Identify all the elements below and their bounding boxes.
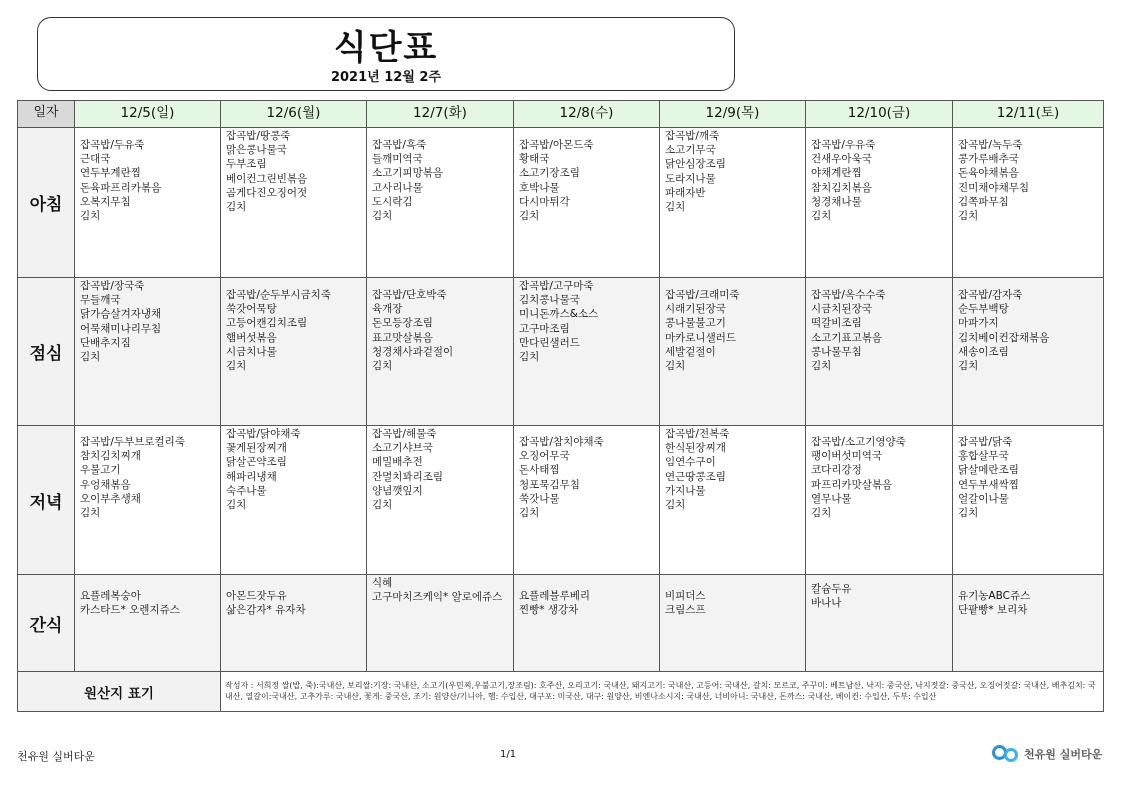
menu-cell (367, 128, 514, 278)
menu-items: 잡곡밥/단호박죽 육개장 돈모등장조림 표고맛살볶음 청경채사과겉절이 김치 (372, 289, 454, 373)
menu-items: 잡곡밥/흑죽 들깨미역국 소고기피망볶음 고사리나물 도시락김 김치 (372, 139, 444, 223)
logo-icon (992, 744, 1022, 764)
menu-cell (660, 128, 806, 278)
menu-cell (514, 128, 660, 278)
day-header: 12/10(금) (806, 101, 953, 128)
lunch-row (18, 278, 1104, 426)
menu-cell (221, 426, 367, 575)
menu-items: 칼슘두유 바나나 (811, 583, 852, 610)
menu-cell (75, 128, 221, 278)
day-header: 12/7(화) (367, 101, 514, 128)
breakfast-row (18, 128, 1104, 278)
menu-items: 잡곡밥/해물죽 소고기샤브국 메밀배추전 잔멸치꽈리조림 양념깻잎지 김치 (372, 428, 444, 512)
menu-cell (953, 426, 1104, 575)
header-row (18, 101, 1104, 128)
menu-items: 잡곡밥/고구마죽 김치콩나물국 미니돈까스&소스 고구마조림 만다린샐러드 김치 (519, 280, 599, 364)
menu-cell (806, 278, 953, 426)
menu-items: 잡곡밥/녹두죽 콩가루배추국 돈육야채볶음 진미채야채무침 김쪽파무침 김치 (958, 139, 1030, 223)
menu-items: 잡곡밥/옥수수죽 시금치된장국 떡갈비조림 소고기표고볶음 콩나물무침 김치 (811, 289, 886, 373)
menu-cell (75, 426, 221, 575)
menu-cell (660, 278, 806, 426)
menu-items: 잡곡밥/두부브로컬리죽 참치김치찌개 우불고기 우엉채볶음 오이부추생채 김치 (80, 436, 185, 520)
meal-label-lunch: 점심 (18, 278, 75, 426)
page-number: 1/1 (500, 749, 517, 760)
day-header: 12/5(일) (75, 101, 221, 128)
menu-items: 요플레블루베리 찐빵* 생강차 (519, 590, 591, 617)
origin-text: 작성자 : 서희정 쌀(밥, 죽):국내산, 보리쌀:기장: 국내산, 소고기(우민찌,우불고기,장조림): 호주산, 오리고기: 국내산, 돼지고기: 국내산, 고등어: 국내산, 갈치: 모르코, 주꾸미: 베트남산, 낙지: 중국산, 낙지젓갈: 중국산, 오징어젓갈: 국내산, 배추김치: 국내산, 열갈이:국내산, 고추가루: 국내산, 꽃게: 중국산, 조기: 원양산/기니아, 햄: 수입산, 대구포: 미국산, 대구: 원양산, 비엔나소시지: 국내산, 너비아니: 국내산, 돈까스: 국내산, 베이컨: 수입산, 두부: 수입산 (221, 672, 1104, 712)
menu-cell (660, 575, 806, 672)
meal-label-snack: 간식 (18, 575, 75, 672)
origin-row (18, 672, 1104, 712)
meal-label-dinner: 저녁 (18, 426, 75, 575)
menu-cell (514, 426, 660, 575)
meal-label-breakfast: 아침 (18, 128, 75, 278)
page-subtitle: 2021년 12월 2주 (330, 70, 442, 85)
menu-items: 잡곡밥/두유죽 근대국 연두부계란찜 돈육파프리카볶음 오복지무침 김치 (80, 139, 162, 223)
menu-items: 잡곡밥/소고기영양죽 팽이버섯미역국 코다리강정 파프리카맛살볶음 열무나물 김치 (811, 436, 906, 520)
origin-label: 원산지 표기 (18, 672, 221, 712)
dinner-row (18, 426, 1104, 575)
menu-items: 잡곡밥/장국죽 무들깨국 닭가슴살겨자냉채 어묵채미나리무침 단배추지짐 김치 (80, 280, 162, 364)
day-header: 12/11(토) (953, 101, 1104, 128)
menu-items: 잡곡밥/우유죽 건새우아욱국 야채계란찜 참치김치볶음 청경채나물 김치 (811, 139, 876, 223)
snack-row (18, 575, 1104, 672)
menu-cell (367, 278, 514, 426)
menu-items: 잡곡밥/크래미죽 시래기된장국 콩나물불고기 마카로니샐러드 세발겉절이 김치 (665, 289, 740, 373)
menu-cell (75, 575, 221, 672)
menu-items: 잡곡밥/아몬드죽 황태국 소고기장조림 호박나물 다시마튀각 김치 (519, 139, 594, 223)
day-header: 12/9(목) (660, 101, 806, 128)
menu-items: 아몬드잣두유 삶은감자* 유자차 (226, 590, 306, 617)
menu-cell (75, 278, 221, 426)
menu-cell (953, 575, 1104, 672)
menu-items: 잡곡밥/전복죽 한식된장찌개 임연수구이 연근땅콩조림 가지나물 김치 (665, 428, 730, 512)
title-box (37, 17, 735, 91)
menu-cell (367, 575, 514, 672)
menu-cell (806, 128, 953, 278)
menu-cell (953, 278, 1104, 426)
menu-cell (806, 575, 953, 672)
day-header: 12/8(수) (514, 101, 660, 128)
date-header-label: 일자 (18, 101, 75, 128)
menu-cell (953, 128, 1104, 278)
page-title: 식단표 (333, 28, 439, 68)
day-header: 12/6(월) (221, 101, 367, 128)
menu-items: 잡곡밥/깨죽 소고기무국 닭안심장조림 도라지나물 파래자반 김치 (665, 130, 726, 214)
menu-items: 잡곡밥/닭야채죽 꽃게된장찌개 닭살곤약조림 해파리냉채 숙주나물 김치 (226, 428, 301, 512)
footer-org-name: 천유원 실버타운 (17, 750, 95, 763)
menu-items: 잡곡밥/땅콩죽 맑은콩나물국 두부조림 베이컨그린빈볶음 곰게다진오징어젓 김치 (226, 130, 308, 214)
menu-cell (806, 426, 953, 575)
menu-cell (221, 278, 367, 426)
menu-cell (514, 575, 660, 672)
menu-items: 잡곡밥/순두부시금치죽 쑥갓어묵탕 고등어캔김치조림 햄버섯볶음 시금치나물 김치 (226, 289, 331, 373)
menu-items: 잡곡밥/참치야채죽 오징어무국 돈사태찜 청포묵김무침 쑥갓나물 김치 (519, 436, 604, 520)
menu-cell (367, 426, 514, 575)
menu-cell (660, 426, 806, 575)
menu-items: 잡곡밥/감자죽 순두부백탕 마파가지 김치베이컨잡채볶음 새송이조림 김치 (958, 289, 1050, 373)
logo-text: 천유원 실버타운 (1024, 748, 1103, 761)
menu-cell (221, 575, 367, 672)
menu-items: 유기농ABC쥬스 단팥빵* 보리차 (958, 590, 1031, 617)
menu-cell (221, 128, 367, 278)
menu-items: 비피더스 크림스프 (665, 590, 706, 617)
menu-items: 요플레복숭아 카스타드* 오렌지쥬스 (80, 590, 180, 617)
menu-table (17, 100, 1104, 712)
menu-items: 잡곡밥/닭죽 홍합살무국 닭살메란조림 연두부새싹찜 얼갈이나물 김치 (958, 436, 1019, 520)
menu-items: 식혜 고구마치즈케익* 알로에쥬스 (372, 577, 503, 604)
footer-logo (992, 744, 1102, 764)
menu-cell (514, 278, 660, 426)
